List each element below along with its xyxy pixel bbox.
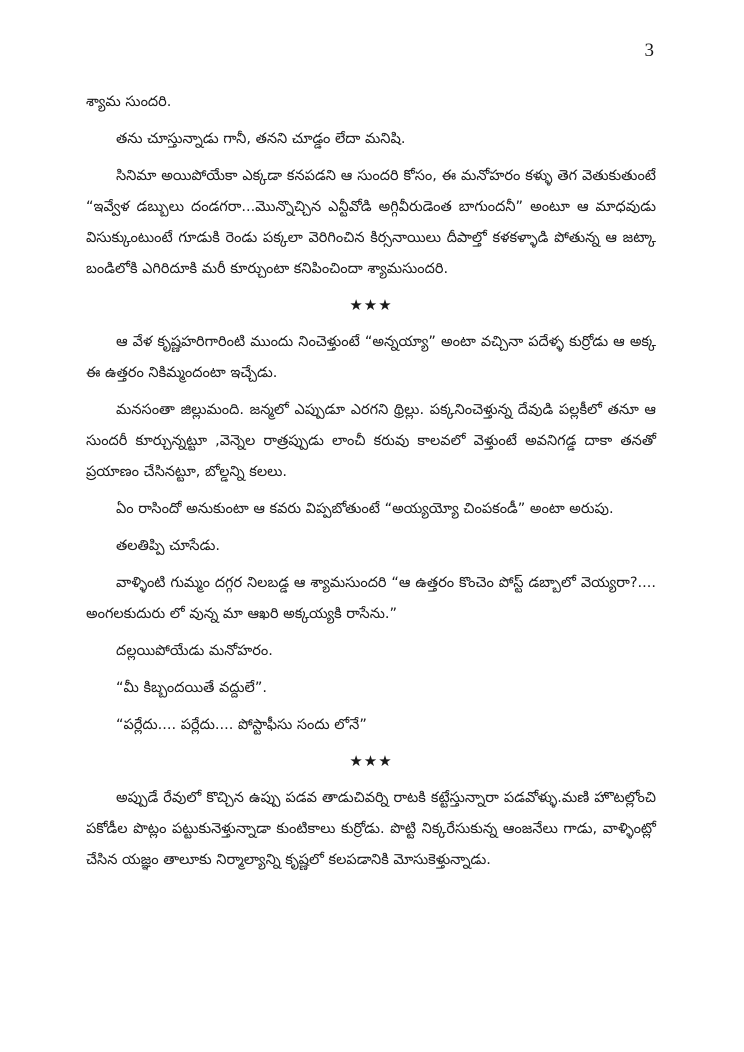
paragraph: దల్లయిపోయేడు మనోహరం. [116,643,273,659]
page-number: 3 [644,40,654,61]
paragraph: తను చూస్తున్నాడు గానీ, తనని చూడ్డం లేదా మనిషి. [116,131,406,147]
paragraph: ఆ వేళ కృష్ణహరిగారింటి ముందు నించెళ్తుంటే “అన్నయ్యా” అంటా వచ్చినా పదేళ్ళ కుర్రోడు ఆ అక్క ఈ ఉత్తరం నికిమ్మందంటా ఇచ్చేడు. [86,334,656,381]
paragraph: సినిమా అయిపోయేకా ఎక్కడా కనపడని ఆ సుందరి కోసం, ఈ మనోహరం కళ్ళు తెగ వెతుకుతుంటే “ఇవ్వేళ డబ్బులు దండగరా...మొన్నొచ్చిన ఎన్టీవోడి అగ్గివీరుడెంత బాగుందనీ” అంటూ ఆ మాధవుడు విసుక్కుంటుంటే గూడుకి రెండు పక్కలా వెరిగించిన కిర్సనాయిలు దీపాల్తో కళకళ్ళాడి పోతున్న ఆ జట్కా బండిలోకి ఎగిరిదూకి మరీ కూర్చుంటా కనిపించిందా శ్యామసుందరి. [86,168,656,277]
paragraph: అప్పుడే రేవులో కొచ్చిన ఉప్పు పడవ తాడుచివర్ని రాటకి కట్టేస్తున్నారా పడవోళ్ళు.మణి హొటల్లోంచి పకోడీల పొట్లం పట్టుకునెళ్తున్నాడా కుంటికాలు కుర్రోడు. పొట్టి నిక్కరేసుకున్న ఆంజనేలు గాడు, వాళ్ళింట్లో చేసిన యజ్ఞం తాలూకు నిర్మాల్యాన్ని కృష్ణలో కలపడానికి మోసుకెళ్తున్నాడు. [86,790,656,868]
paragraph: ఏం రాసిందో అనుకుంటా ఆ కవరు విప్పబోతుంటే “అయ్యయ్యో చింపకండీ” అంటా అరుపు. [116,501,614,517]
paragraph: తలతిప్పి చూసేడు. [116,538,220,554]
paragraph: వాళ్ళింటి గుమ్మం దగ్గర నిలబడ్డ ఆ శ్యామసుందరి “ఆ ఉత్తరం కొంచెం పోస్ట్ డబ్బాలో వెయ్యరా?.... అంగలకుదురు లో వున్న మా ఆఖరి అక్కయ్యకి రాసేను.” [86,575,656,622]
document-body [86,87,656,882]
paragraph: మనసంతా జిల్లుమంది. జన్మలో ఎప్పుడూ ఎరగని థ్రిల్లు. పక్కనించెళ్తున్న దేవుడి పల్లకీలో తనూ ఆ సుందరీ కూర్చున్నట్టూ ,వెన్నెల రాత్రప్పుడు లాంచీ కరువు కాలవలో వెళ్తుంటే అవనిగడ్డ దాకా తనతో ప్రయాణం చేసినట్టూ, బోల్డన్ని కలలు. [86,402,656,480]
section-separator: ★★★ [349,752,393,770]
section-separator: ★★★ [349,296,393,314]
paragraph: “పర్లేదు.... పర్లేదు.... పోస్టాఫీసు సందు లోనే” [116,717,367,733]
paragraph: “మీ కిబ్బందయితే వద్దులే”. [116,680,267,696]
paragraph: శ్యామ సుందరి. [86,94,172,110]
